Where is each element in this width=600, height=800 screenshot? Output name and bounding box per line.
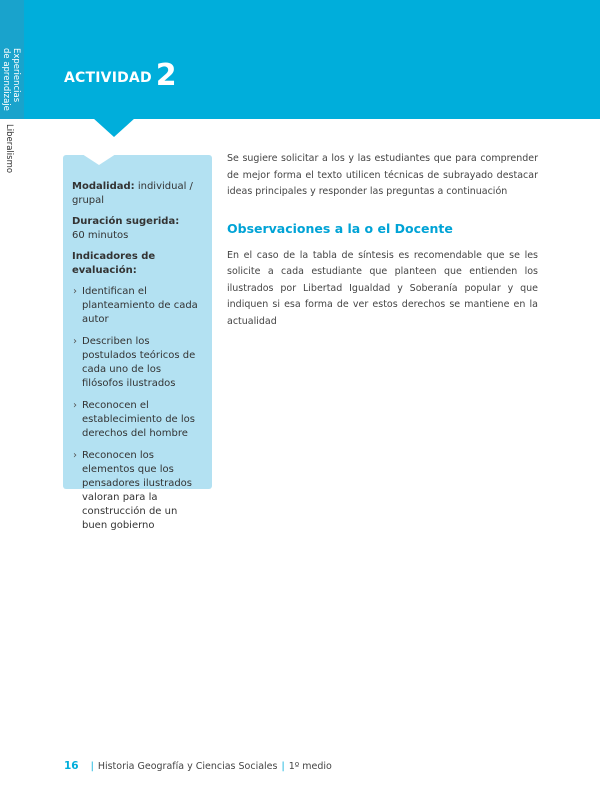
grade-label: 1º medio xyxy=(288,761,332,772)
modalidad-row xyxy=(72,180,205,208)
intro-paragraph: Se sugiere solicitar a los y las estudiantes que para comprender de mejor forma el texto utilicen técnicas de subrayado destacar ideas principales y responder las preguntas a continuación xyxy=(227,153,538,197)
indicator-text: Reconocen los elementos que los pensadores ilustrados valoran para la construcción de un buen gobierno xyxy=(82,450,193,531)
list-item xyxy=(72,399,205,441)
observations-heading: Observaciones a la o el Docente xyxy=(227,220,453,236)
duracion-row xyxy=(72,215,205,243)
modalidad-label: Modalidad: xyxy=(72,181,135,192)
unit-side-label: Liberalismo xyxy=(4,124,14,174)
list-item xyxy=(72,449,205,533)
activity-title xyxy=(64,58,177,93)
modalidad-value: individual / grupal xyxy=(72,181,193,206)
page-footer xyxy=(64,760,332,772)
indicators-list xyxy=(72,285,205,533)
page-number: 16 xyxy=(64,760,79,772)
list-item xyxy=(72,335,205,391)
duracion-value: 60 minutos xyxy=(72,230,129,241)
main-column xyxy=(227,151,538,330)
observations-paragraph: En el caso de la tabla de síntesis es recomendable que se les solicite a cada estudiante que planteen que entienden los ilustrados por Libertad Igualdad y Soberanía popular y que indiquen si esa forma de ver estos derechos se mantiene en la actualidad xyxy=(227,249,538,327)
bullet-icon: › xyxy=(73,336,77,347)
indicator-text: Reconocen el establecimiento de los derechos del hombre xyxy=(82,400,195,439)
footer-separator: | xyxy=(90,761,94,772)
activity-info-content xyxy=(72,180,205,541)
book-title: Historia Geografía y Ciencias Sociales xyxy=(97,761,278,772)
indicator-text: Identifican el planteamiento de cada autor xyxy=(82,286,198,325)
info-box-notch xyxy=(79,152,119,165)
activity-word: ACTIVIDAD xyxy=(64,70,152,86)
header-notch xyxy=(93,118,135,137)
section-side-label xyxy=(1,48,21,111)
list-item xyxy=(72,285,205,327)
section-side-label-line2: de aprendizaje xyxy=(1,48,11,111)
activity-number: 2 xyxy=(155,58,177,93)
bullet-icon: › xyxy=(73,286,77,297)
bullet-icon: › xyxy=(73,450,77,461)
indicator-text: Describen los postulados teóricos de cada uno de los filósofos ilustrados xyxy=(82,336,196,389)
bullet-icon: › xyxy=(73,400,77,411)
duracion-label: Duración sugerida: xyxy=(72,216,180,227)
indicadores-label: Indicadores de evaluación: xyxy=(72,251,156,276)
section-side-label-line1: Experiencias xyxy=(11,48,21,103)
footer-separator: | xyxy=(281,761,285,772)
